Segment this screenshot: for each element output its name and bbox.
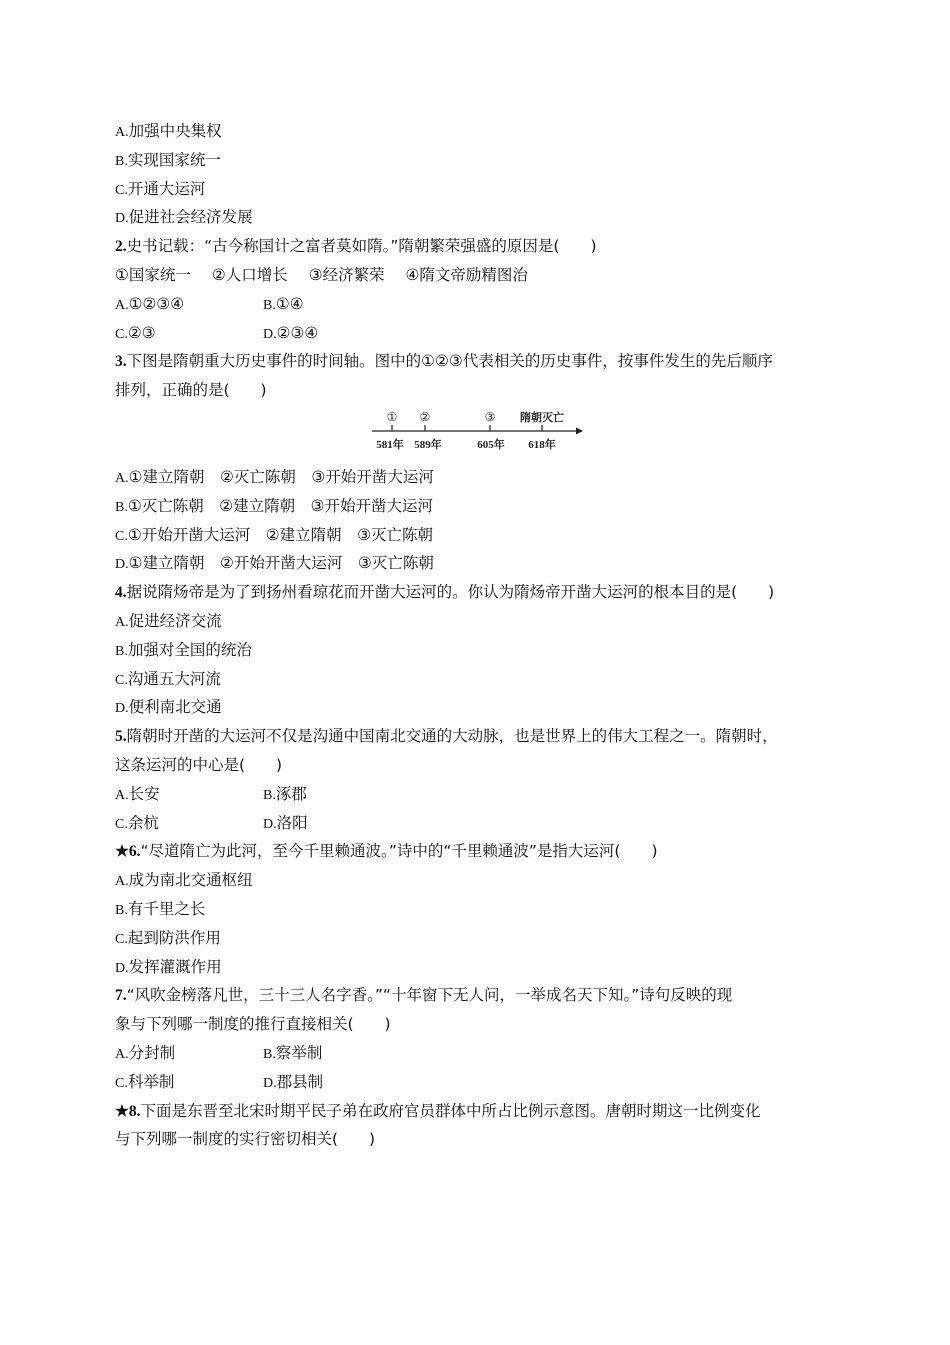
q5-stem-line-1: 5.隋朝时开凿的大运河不仅是沟通中国南北交通的大动脉，也是世界上的伟大工程之一。隋朝时， [115,727,778,746]
timeline-year: 581年 [376,438,404,451]
timeline-year: 618年 [528,438,556,451]
q7-options-row-2 [115,1068,845,1097]
q7-stem-line-2: 象与下列哪一制度的推行直接相关( ) [115,1015,391,1034]
q7-option-a: A.分封制 [115,1043,176,1062]
q2-statement: ①国家统一 [115,265,191,284]
q2-options-row-1 [115,290,845,319]
q1-option-a: A.加强中央集权 [115,122,222,140]
q2-option-a: A.①②③④ [115,294,185,313]
q2-option-b: B.①④ [263,294,304,313]
q7-option-d: D.郡县制 [263,1072,324,1091]
document-page [115,117,845,1154]
q5-option-b: B.涿郡 [263,784,307,803]
q3-timeline-figure [115,405,845,463]
q6-option-a: A.成为南北交通枢纽 [115,871,253,890]
q4-option-c: C.沟通五大河流 [115,669,221,688]
q2-statement: ②人口增长 [211,265,288,284]
q5-option-a: A.长安 [115,784,160,803]
q3-option-c: C.①开始开凿大运河 ②建立隋朝 ③灭亡陈朝 [115,525,434,544]
q4-stem: 4.据说隋炀帝是为了到扬州看琼花而开凿大运河的。你认为隋炀帝开凿大运河的根本目的是( ) [115,583,775,602]
timeline-marker: 隋朝灭亡 [520,410,564,424]
timeline-year: 605年 [477,438,505,451]
q2-options-row-2 [115,319,845,348]
q6-stem: ★6.“尽道隋亡为此河，至今千里赖通波。”诗中的“千里赖通波”是指大运河( ) [115,842,658,861]
q1-option-d: D.促进社会经济发展 [115,208,253,227]
timeline-arrowhead [576,427,583,434]
q1-option-b: B.实现国家统一 [115,150,221,169]
timeline-marker: ③ [484,409,496,424]
q5-option-d: D.洛阳 [263,813,308,832]
q7-option-b: B.察举制 [263,1043,323,1062]
q3-stem-line-2: 排列，正确的是( ) [115,381,267,400]
timeline-diagram [370,409,585,457]
q7-stem-line-1: 7.“风吹金榜落凡世，三十三人名字香。”“十年窗下无人问，一举成名天下知。”诗句反映的现 [115,986,733,1005]
q2-statement: ③经济繁荣 [308,265,385,284]
q4-option-d: D.便利南北交通 [115,698,222,717]
q8-stem-line-2: 与下列哪一制度的实行密切相关( ) [115,1130,376,1149]
timeline-year: 589年 [414,438,442,451]
q6-option-b: B.有千里之长 [115,899,206,918]
q3-stem-line-1: 3.下图是隋朝重大历史事件的时间轴。图中的①②③代表相关的历史事件，按事件发生的先后顺序 [115,352,773,371]
q2-statement: ④隋文帝励精图治 [405,265,528,284]
q5-option-c: C.余杭 [115,813,159,832]
q2-stem: 2.史书记载：“古今称国计之富者莫如隋。”隋朝繁荣强盛的原因是( ) [115,237,597,256]
q5-stem-line-2: 这条运河的中心是( ) [115,755,283,774]
q5-options-row-2 [115,809,845,838]
timeline-marker: ① [386,409,398,424]
q2-statements [115,261,845,290]
q1-option-c: C.开通大运河 [115,179,206,198]
q3-option-a: A.①建立隋朝 ②灭亡陈朝 ③开始开凿大运河 [115,467,434,486]
q4-option-a: A.促进经济交流 [115,611,222,630]
q2-option-d: D.②③④ [263,323,319,342]
q2-option-c: C.②③ [115,323,156,342]
q6-option-d: D.发挥灌溉作用 [115,957,222,976]
timeline-marker: ② [419,409,431,424]
q3-option-d: D.①建立隋朝 ②开始开凿大运河 ③灭亡陈朝 [115,554,434,573]
q3-option-b: B.①灭亡陈朝 ②建立隋朝 ③开始开凿大运河 [115,496,434,515]
q5-options-row-1 [115,780,845,809]
q4-option-b: B.加强对全国的统治 [115,640,252,659]
q7-options-row-1 [115,1039,845,1068]
q6-option-c: C.起到防洪作用 [115,928,221,947]
q7-option-c: C.科举制 [115,1072,175,1091]
q8-stem-line-1: ★8.下面是东晋至北宋时期平民子弟在政府官员群体中所占比例示意图。唐朝时期这一比例变化 [115,1101,761,1120]
